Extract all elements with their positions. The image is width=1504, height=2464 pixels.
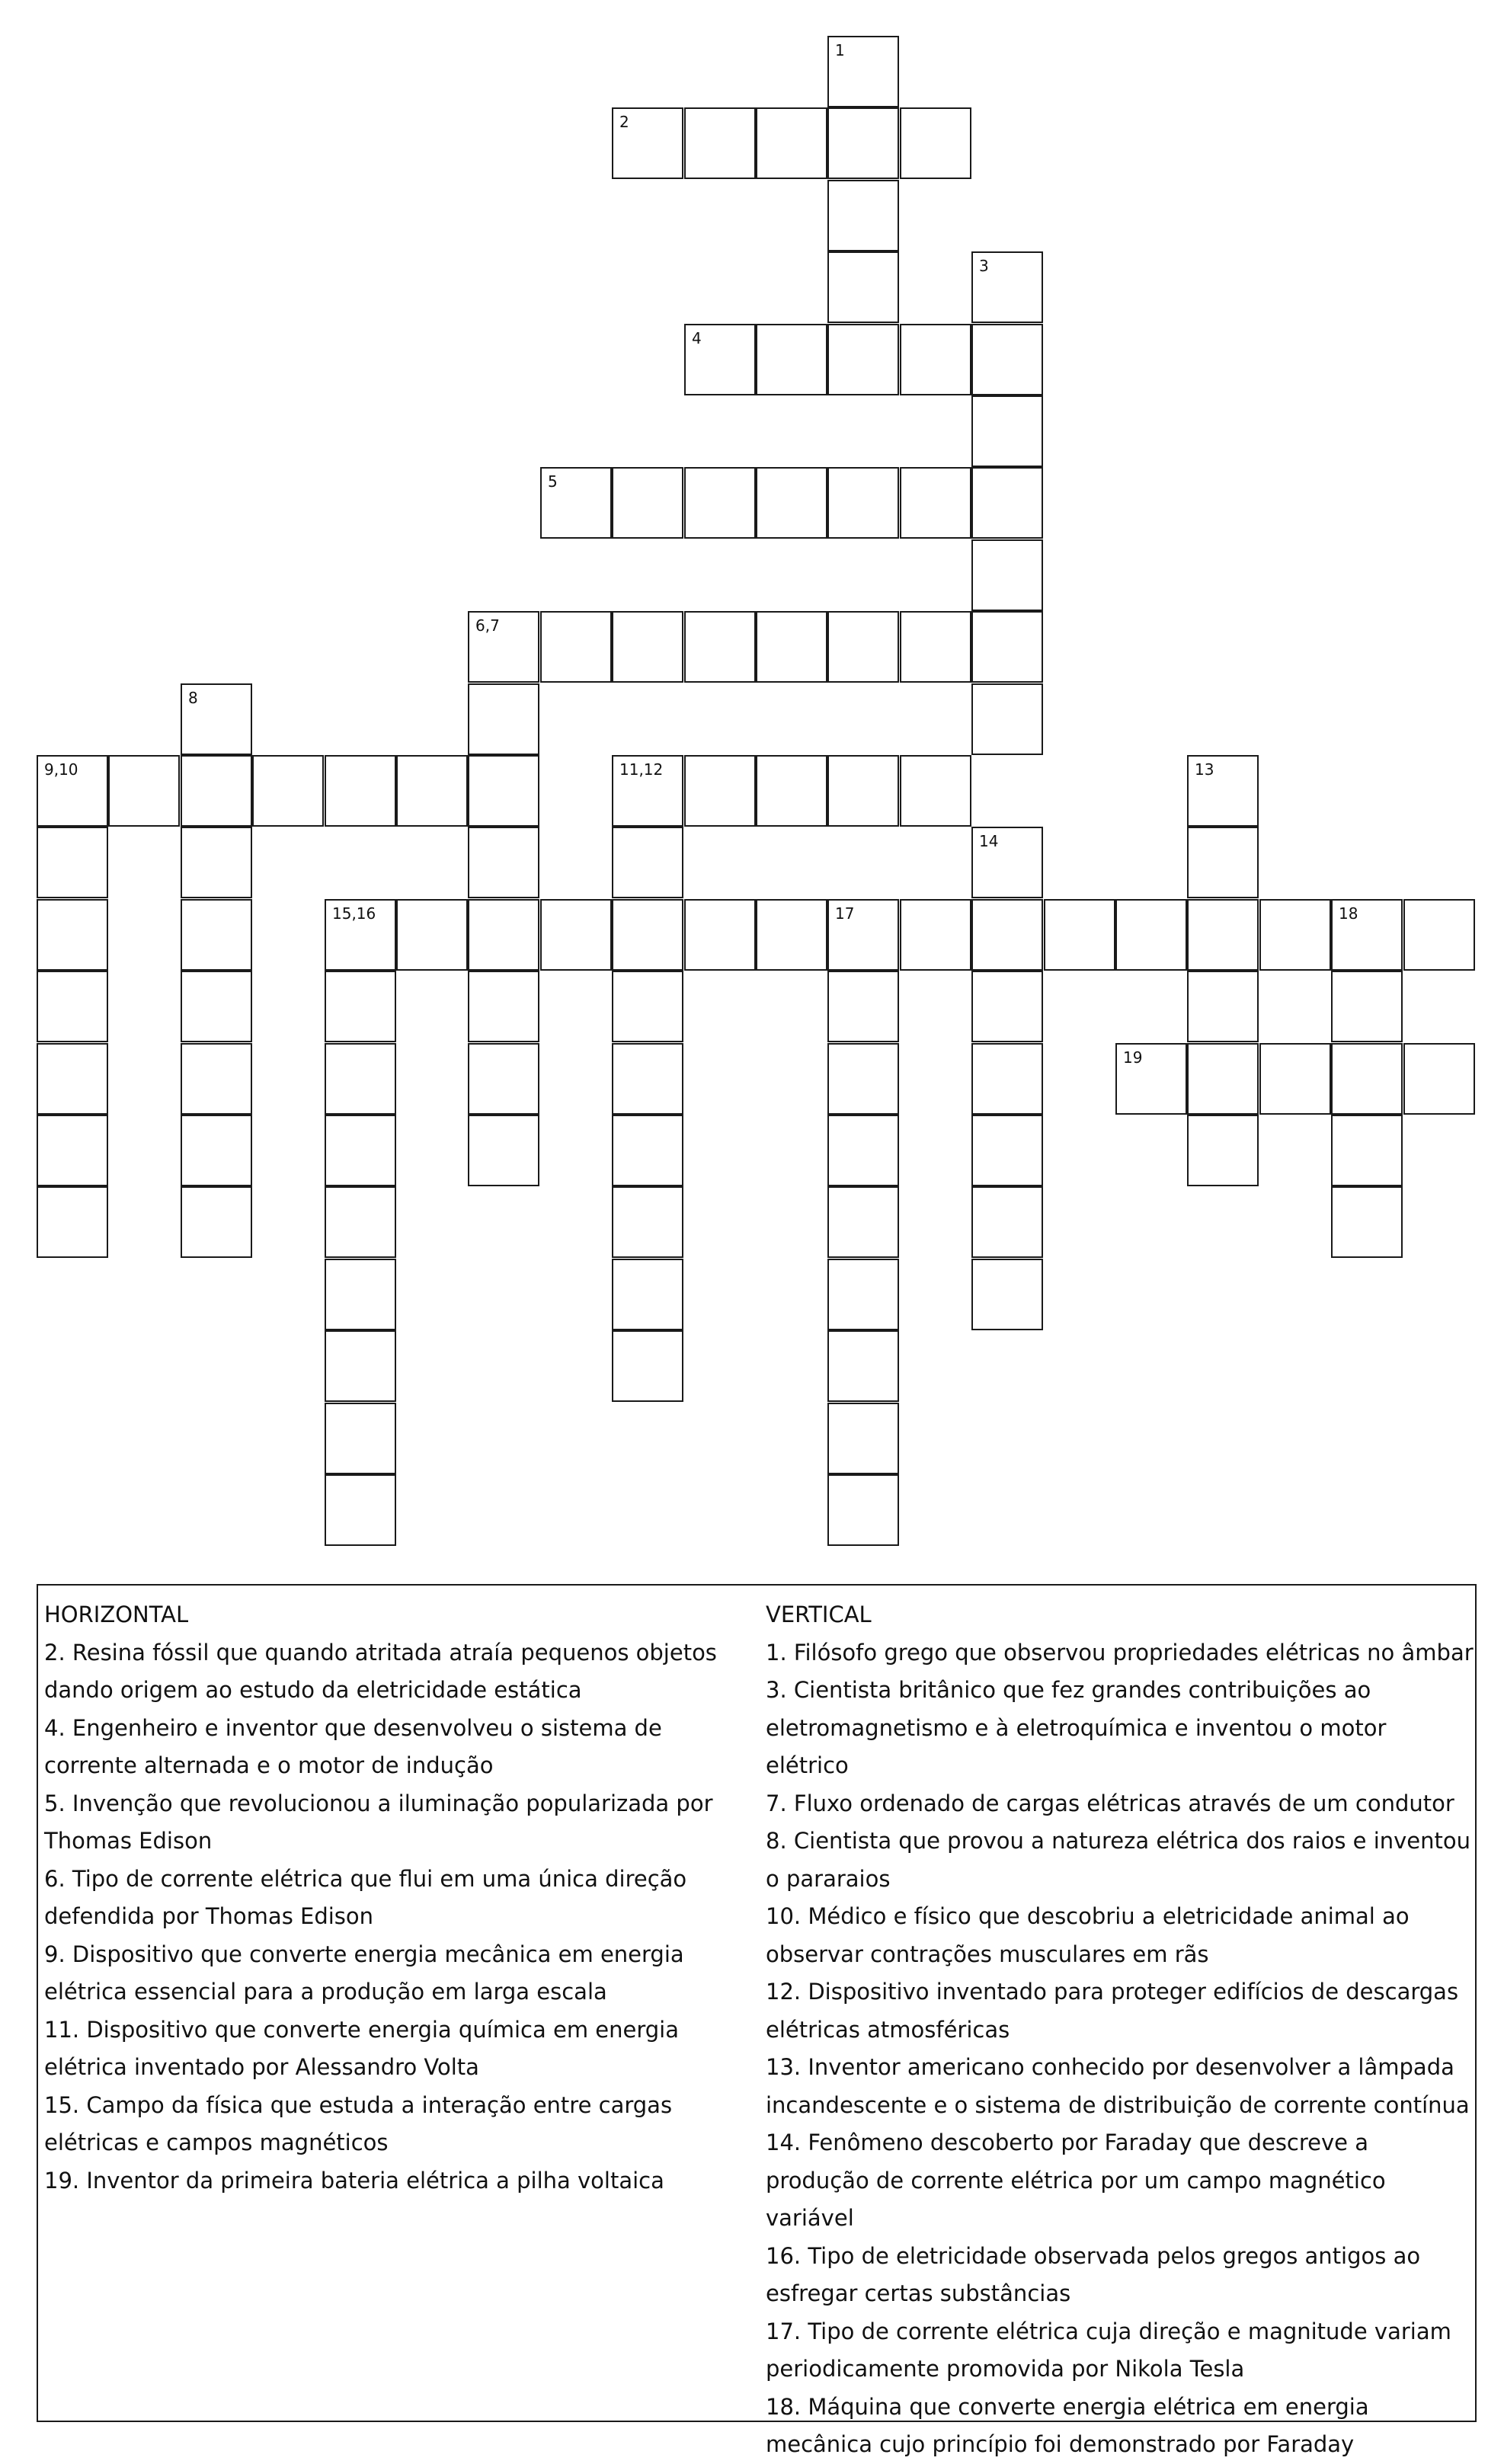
grid-cell[interactable]: [827, 1403, 899, 1474]
grid-cell[interactable]: [325, 1330, 396, 1402]
grid-cell[interactable]: [612, 467, 683, 539]
grid-cell[interactable]: [971, 324, 1043, 395]
grid-cell[interactable]: [1115, 899, 1187, 971]
grid-cell[interactable]: [1259, 899, 1331, 971]
clue-vertical-8: 8. Cientista que provou a natureza elétrica dos raios e inventou o pararaios: [766, 1828, 1471, 1892]
clue-vertical-3: 3. Cientista britânico que fez grandes contribuições ao eletromagnetismo e à eletroquímica e inventou o motor elétrico: [766, 1677, 1387, 1778]
grid-cell[interactable]: [684, 755, 756, 827]
grid-cell[interactable]: [252, 755, 324, 827]
grid-cell[interactable]: [612, 1186, 683, 1258]
vertical-title: VERTICAL: [766, 1602, 872, 1627]
grid-cell[interactable]: [900, 611, 971, 683]
grid-cell[interactable]: [827, 1186, 899, 1258]
clue-number: 18: [1339, 904, 1358, 923]
grid-cell[interactable]: [1403, 899, 1475, 971]
grid-cell[interactable]: [756, 467, 827, 539]
grid-cell[interactable]: [684, 324, 756, 395]
grid-cell[interactable]: [37, 755, 108, 827]
grid-cell[interactable]: [468, 611, 539, 683]
grid-cell[interactable]: [971, 395, 1043, 467]
grid-cell[interactable]: [1259, 1043, 1331, 1115]
grid-cell[interactable]: [827, 36, 899, 107]
clue-vertical-14: 14. Fenômeno descoberto por Faraday que descreve a produção de corrente elétrica por um campo magnético variável: [766, 2130, 1386, 2231]
grid-cell[interactable]: [900, 107, 971, 179]
grid-cell[interactable]: [37, 1186, 108, 1258]
clue-number: 15,16: [332, 904, 376, 923]
clue-vertical-12: 12. Dispositivo inventado para proteger edifícios de descargas elétricas atmosféricas: [766, 1979, 1459, 2043]
grid-cell[interactable]: [827, 1115, 899, 1186]
grid-cell[interactable]: [900, 467, 971, 539]
grid-cell[interactable]: [325, 1474, 396, 1546]
grid-cell[interactable]: [827, 899, 899, 971]
grid-cell[interactable]: [1187, 827, 1259, 898]
grid-cell[interactable]: [181, 683, 252, 755]
grid-cell[interactable]: [468, 899, 539, 971]
grid-cell[interactable]: [684, 899, 756, 971]
clue-horizontal-6: 6. Tipo de corrente elétrica que flui em uma única direção defendida por Thomas Edison: [44, 1865, 687, 1929]
clue-number: 13: [1195, 760, 1214, 779]
grid-cell[interactable]: [540, 467, 612, 539]
grid-cell[interactable]: [971, 1115, 1043, 1186]
grid-cell[interactable]: [612, 755, 683, 827]
grid-cell[interactable]: [325, 971, 396, 1042]
grid-cell[interactable]: [37, 827, 108, 898]
grid-cell[interactable]: [971, 611, 1043, 683]
clue-vertical-13: 13. Inventor americano conhecido por desenvolver a lâmpada incandescente e o sistema de distribuição de corrente contínua: [766, 2054, 1470, 2118]
grid-cell[interactable]: [827, 971, 899, 1042]
grid-cell[interactable]: [1331, 1186, 1403, 1258]
clue-number: 3: [979, 257, 989, 275]
grid-cell[interactable]: [325, 1115, 396, 1186]
grid-cell[interactable]: [325, 1043, 396, 1115]
grid-cell[interactable]: [971, 251, 1043, 323]
clue-number: 1: [835, 41, 845, 59]
horizontal-clues: [44, 1596, 757, 2200]
clue-vertical-7: 7. Fluxo ordenado de cargas elétricas através de um condutor: [766, 1790, 1454, 1816]
grid-cell[interactable]: [325, 1403, 396, 1474]
clue-horizontal-5: 5. Invenção que revolucionou a iluminação popularizada por Thomas Edison: [44, 1790, 713, 1854]
grid-cell[interactable]: [1044, 899, 1115, 971]
grid-cell[interactable]: [181, 971, 252, 1042]
clue-horizontal-15: 15. Campo da física que estuda a interação entre cargas elétricas e campos magnéticos: [44, 2091, 673, 2155]
grid-cell[interactable]: [468, 755, 539, 827]
grid-cell[interactable]: [971, 467, 1043, 539]
clue-vertical-17: 17. Tipo de corrente elétrica cuja direção e magnitude variam periodicamente promovida por Nikola Tesla: [766, 2318, 1451, 2382]
grid-cell[interactable]: [1187, 755, 1259, 827]
grid-cell[interactable]: [1331, 971, 1403, 1042]
grid-cell[interactable]: [827, 107, 899, 179]
grid-cell[interactable]: [1331, 1043, 1403, 1115]
grid-cell[interactable]: [612, 827, 683, 898]
clues-panel: [37, 1584, 1477, 2457]
grid-cell[interactable]: [971, 971, 1043, 1042]
clue-number: 2: [619, 113, 629, 131]
grid-cell[interactable]: [756, 611, 827, 683]
grid-cell[interactable]: [971, 899, 1043, 971]
clue-number: 4: [692, 329, 702, 347]
grid-cell[interactable]: [971, 1186, 1043, 1258]
grid-cell[interactable]: [540, 899, 612, 971]
grid-cell[interactable]: [468, 1043, 539, 1115]
grid-cell[interactable]: [827, 1259, 899, 1330]
clue-number: 8: [188, 689, 198, 707]
grid-cell[interactable]: [684, 467, 756, 539]
grid-cell[interactable]: [827, 467, 899, 539]
grid-cell[interactable]: [1187, 1043, 1259, 1115]
grid-cell[interactable]: [827, 180, 899, 251]
clue-horizontal-2: 2. Resina fóssil que quando atritada atraía pequenos objetos dando origem ao estudo da eletricidade estática: [44, 1639, 717, 1703]
clue-number: 14: [979, 832, 999, 850]
grid-cell[interactable]: [181, 899, 252, 971]
vertical-clues: [766, 1596, 1474, 2464]
grid-cell[interactable]: [37, 971, 108, 1042]
grid-cell[interactable]: [612, 1043, 683, 1115]
grid-cell[interactable]: [971, 1259, 1043, 1330]
clue-number: 11,12: [619, 760, 664, 779]
grid-cell[interactable]: [684, 107, 756, 179]
horizontal-title: HORIZONTAL: [44, 1602, 189, 1627]
grid-cell[interactable]: [612, 1259, 683, 1330]
grid-cell[interactable]: [1115, 1043, 1187, 1115]
clue-horizontal-9: 9. Dispositivo que converte energia mecânica em energia elétrica essencial para a produção em larga escala: [44, 1941, 684, 2005]
clue-number: 17: [835, 904, 855, 923]
grid-cell[interactable]: [325, 1259, 396, 1330]
clue-vertical-16: 16. Tipo de eletricidade observada pelos gregos antigos ao esfregar certas substâncias: [766, 2242, 1421, 2306]
grid-cell[interactable]: [1403, 1043, 1475, 1115]
clue-vertical-10: 10. Médico e físico que descobriu a eletricidade animal ao observar contrações musculares em rãs: [766, 1903, 1410, 1967]
grid-cell[interactable]: [756, 899, 827, 971]
grid-cell[interactable]: [325, 899, 396, 971]
grid-cell[interactable]: [612, 971, 683, 1042]
grid-cell[interactable]: [900, 755, 971, 827]
clue-number: 19: [1123, 1048, 1143, 1067]
clue-number: 6,7: [475, 616, 500, 635]
grid-cell[interactable]: [468, 827, 539, 898]
clue-vertical-18: 18. Máquina que converte energia elétrica em energia mecânica cujo princípio foi demonstrado por Faraday: [766, 2393, 1369, 2457]
clue-number: 9,10: [44, 760, 78, 779]
grid-cell[interactable]: [827, 1330, 899, 1402]
grid-cell[interactable]: [468, 971, 539, 1042]
grid-cell[interactable]: [971, 683, 1043, 755]
clue-number: 5: [548, 472, 558, 491]
grid-cell[interactable]: [37, 1115, 108, 1186]
grid-cell[interactable]: [612, 899, 683, 971]
grid-cell[interactable]: [1331, 899, 1403, 971]
grid-cell[interactable]: [181, 1043, 252, 1115]
grid-cell[interactable]: [468, 1115, 539, 1186]
grid-cell[interactable]: [684, 611, 756, 683]
grid-cell[interactable]: [396, 755, 468, 827]
grid-cell[interactable]: [971, 1043, 1043, 1115]
grid-cell[interactable]: [325, 755, 396, 827]
grid-cell[interactable]: [325, 1186, 396, 1258]
grid-cell[interactable]: [900, 324, 971, 395]
clue-horizontal-11: 11. Dispositivo que converte energia química em energia elétrica inventado por Alessandro Volta: [44, 2016, 680, 2080]
grid-cell[interactable]: [971, 827, 1043, 898]
grid-cell[interactable]: [540, 611, 612, 683]
grid-cell[interactable]: [396, 899, 468, 971]
grid-cell[interactable]: [612, 1330, 683, 1402]
grid-cell[interactable]: [181, 827, 252, 898]
grid-cell[interactable]: [181, 755, 252, 827]
grid-cell[interactable]: [756, 755, 827, 827]
grid-cell[interactable]: [1187, 1115, 1259, 1186]
grid-cell[interactable]: [827, 1043, 899, 1115]
clue-horizontal-19: 19. Inventor da primeira bateria elétrica a pilha voltaica: [44, 2167, 664, 2194]
grid-cell[interactable]: [108, 755, 180, 827]
grid-cell[interactable]: [971, 539, 1043, 611]
grid-cell[interactable]: [612, 107, 683, 179]
grid-cell[interactable]: [1331, 1115, 1403, 1186]
grid-cell[interactable]: [37, 1043, 108, 1115]
grid-cell[interactable]: [468, 683, 539, 755]
grid-cell[interactable]: [37, 899, 108, 971]
grid-cell[interactable]: [612, 611, 683, 683]
grid-cell[interactable]: [756, 324, 827, 395]
grid-cell[interactable]: [756, 107, 827, 179]
grid-cell[interactable]: [612, 1115, 683, 1186]
clue-horizontal-4: 4. Engenheiro e inventor que desenvolveu o sistema de corrente alternada e o motor de indução: [44, 1714, 662, 1778]
grid-cell[interactable]: [1187, 899, 1259, 971]
grid-cell[interactable]: [827, 1474, 899, 1546]
grid-cell[interactable]: [181, 1115, 252, 1186]
grid-cell[interactable]: [181, 1186, 252, 1258]
grid-cell[interactable]: [900, 899, 971, 971]
grid-cell[interactable]: [827, 324, 899, 395]
grid-cell[interactable]: [827, 251, 899, 323]
clue-vertical-1: 1. Filósofo grego que observou propriedades elétricas no âmbar: [766, 1639, 1474, 1666]
grid-cell[interactable]: [827, 611, 899, 683]
grid-cell[interactable]: [1187, 971, 1259, 1042]
grid-cell[interactable]: [827, 755, 899, 827]
